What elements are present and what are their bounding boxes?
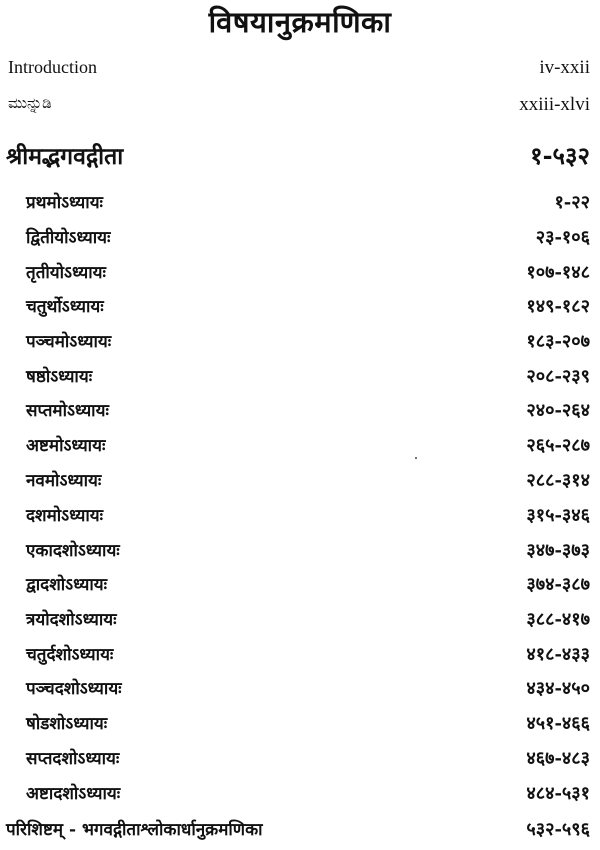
- chapter-pages: ३४७-३७३: [526, 540, 590, 561]
- chapter-pages: १८३-२०७: [526, 331, 590, 352]
- toc-entry-chapter: [0, 260, 600, 290]
- toc-entry-chapter: [0, 538, 600, 568]
- chapter-label: षष्ठोऽध्यायः: [26, 367, 93, 387]
- toc-entry-chapter: [0, 503, 600, 533]
- toc-entry-chapter: [0, 642, 600, 672]
- chapter-pages: ४६७-४८३: [526, 748, 590, 769]
- chapter-label: प्रथमोऽध्यायः: [26, 193, 103, 213]
- toc-entry-chapter: [0, 607, 600, 637]
- toc-entry-chapter: [0, 468, 600, 498]
- chapter-pages: २६५-२८७: [526, 435, 590, 456]
- toc-entry-chapter: [0, 294, 600, 324]
- appendix-pages: ५३२-५९६: [526, 819, 590, 840]
- chapter-label: तृतीयोऽध्यायः: [26, 263, 106, 283]
- chapter-label: चतुर्थोऽध्यायः: [26, 297, 104, 317]
- chapter-label: द्वितीयोऽध्यायः: [26, 228, 111, 248]
- section-pages: १-५३२: [530, 141, 590, 170]
- toc-entry-chapter: [0, 676, 600, 706]
- entry-pages: iv-xxii: [539, 57, 590, 78]
- toc-entry-main-section: [0, 139, 600, 169]
- chapter-label: अष्टादशोऽध्यायः: [26, 784, 121, 804]
- chapter-label: सप्तदशोऽध्यायः: [26, 749, 120, 769]
- chapter-label: त्रयोदशोऽध्यायः: [26, 610, 117, 630]
- chapter-pages: ३८८-४१७: [526, 609, 590, 630]
- chapter-pages: २३-१०६: [535, 227, 590, 248]
- entry-label: ಮುನ್ನುಡಿ: [8, 94, 52, 112]
- toc-entry-chapter: [0, 572, 600, 602]
- chapter-label: पञ्चमोऽध्यायः: [26, 332, 112, 352]
- chapter-label: पञ्चदशोऽध्यायः: [26, 679, 122, 699]
- toc-entry-foreword: [0, 94, 600, 124]
- entry-pages: xxiii-xlvi: [519, 94, 590, 115]
- toc-entry-chapter: [0, 711, 600, 741]
- toc-entry-chapter: [0, 433, 600, 463]
- chapter-label: एकादशोऽध्यायः: [26, 541, 120, 561]
- chapter-label: सप्तमोऽध्यायः: [26, 401, 109, 421]
- chapter-label: नवमोऽध्यायः: [26, 471, 102, 491]
- chapter-label: द्वादशोऽध्यायः: [26, 575, 108, 595]
- scan-speck: [415, 457, 417, 459]
- chapter-pages: ४१८-४३३: [526, 644, 590, 665]
- chapter-pages: ३१५-३४६: [526, 505, 590, 526]
- chapter-pages: २८८-३१४: [526, 470, 590, 491]
- chapter-pages: ४८४-५३१: [526, 783, 590, 804]
- toc-entry-chapter: [0, 398, 600, 428]
- entry-label: Introduction: [8, 57, 97, 77]
- chapter-pages: २०८-२३९: [526, 366, 590, 387]
- toc-entry-chapter: [0, 746, 600, 776]
- toc-entry-chapter: [0, 781, 600, 811]
- appendix-label: परिशिष्टम् - भगवद्गीताश्लोकार्धानुक्रमणिका: [6, 820, 263, 840]
- toc-entry-chapter: [0, 329, 600, 359]
- toc-entry-chapter: [0, 364, 600, 394]
- toc-entry-appendix: [0, 817, 600, 847]
- chapter-pages: १-२२: [554, 192, 590, 213]
- chapter-label: चतुर्दशोऽध्यायः: [26, 645, 114, 665]
- chapter-pages: १०७-१४८: [526, 262, 590, 283]
- section-label: श्रीमद्भगवद्गीता: [6, 143, 124, 170]
- chapter-pages: २४०-२६४: [526, 400, 590, 421]
- toc-entry-introduction: [0, 57, 600, 87]
- chapter-label: षोडशोऽध्यायः: [26, 714, 108, 734]
- chapter-label: दशमोऽध्यायः: [26, 506, 104, 526]
- chapter-label: अष्टमोऽध्यायः: [26, 436, 106, 456]
- toc-entry-chapter: [0, 225, 600, 255]
- chapter-pages: ४३४-४५०: [526, 678, 590, 699]
- page-title: विषयानुक्रमणिका: [208, 5, 392, 39]
- chapter-pages: १४९-१८२: [526, 296, 590, 317]
- chapter-pages: ३७४-३८७: [526, 574, 590, 595]
- chapter-pages: ४५१-४६६: [526, 713, 590, 734]
- toc-entry-chapter: [0, 190, 600, 220]
